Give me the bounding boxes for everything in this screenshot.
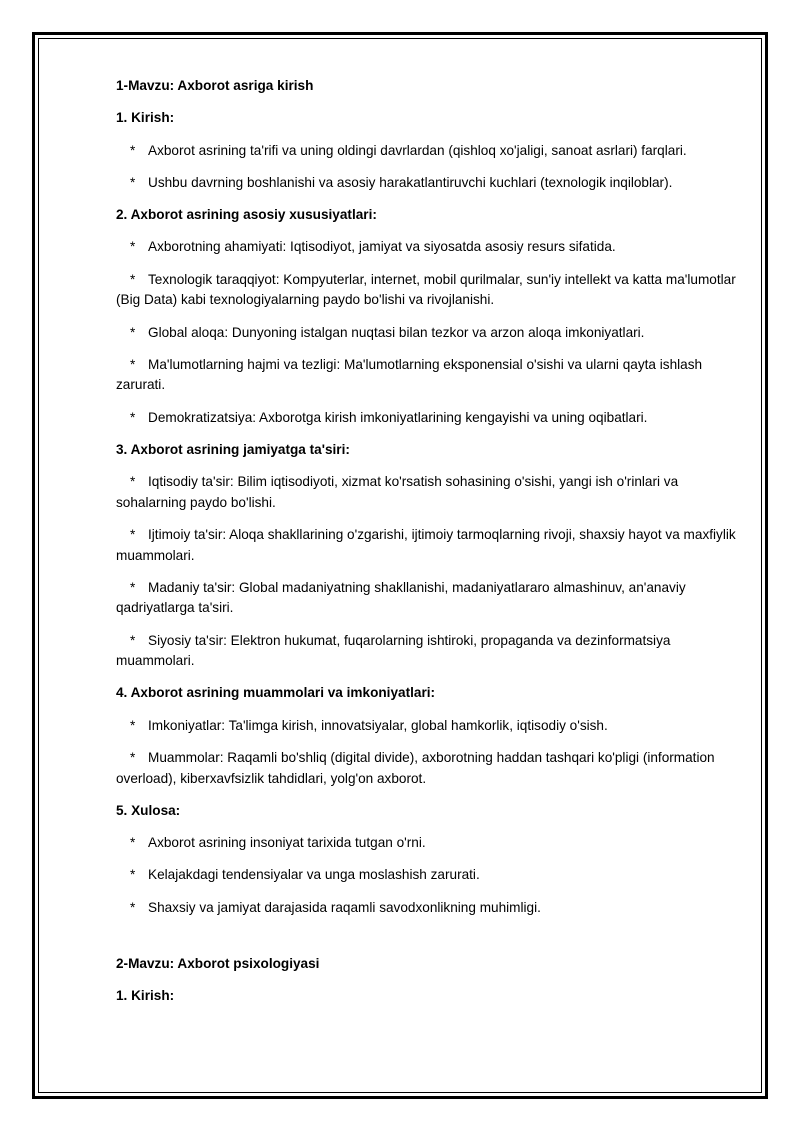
list-item: * Imkoniyatlar: Ta'limga kirish, innovatsiyalar, global hamkorlik, iqtisodiy o'sish. [116,716,746,737]
list-item: * Axborot asrining ta'rifi va uning oldingi davrlardan (qishloq xo'jaligi, sanoat asrlari) farqlari. [116,141,746,162]
bullet-star: * [130,717,136,733]
document-body [116,76,746,1019]
section-heading: 3. Axborot asrining jamiyatga ta'siri: [116,441,350,457]
list-item: * Ijtimoiy ta'sir: Aloqa shakllarining o'zgarishi, ijtimoiy tarmoqlarning rivoji, shaxsiy hayot va maxfiylik muammolari. [116,527,736,563]
list-item: * Global aloqa: Dunyoning istalgan nuqtasi bilan tezkor va arzon aloqa imkoniyatlari. [116,323,746,344]
section-heading: 1. Kirish: [116,988,175,1004]
bullet-star: * [130,632,136,648]
section-5 [116,801,746,918]
list-item: * Muammolar: Raqamli bo'shliq (digital divide), axborotning haddan tashqari ko'pligi (information overload), kiberxavfsizlik tahdidlari, yolg'on axborot. [116,750,715,786]
section-3 [116,440,746,672]
bullet-star: * [130,409,136,425]
bullet-star: * [130,324,136,340]
section-heading: 2. Axborot asrining asosiy xususiyatlari: [116,207,377,223]
bullet-star: * [130,867,136,883]
list-item: * Texnologik taraqqiyot: Kompyuterlar, internet, mobil qurilmalar, sun'iy intellekt va katta ma'lumotlar (Big Data) kabi texnologiyalarning paydo bo'lishi va rivojlanishi. [116,271,736,308]
list-item: * Ma'lumotlarning hajmi va tezligi: Ma'lumotlarning eksponensial o'sishi va ularni qayta ishlash zarurati. [116,356,703,393]
bullet-star: * [130,835,136,851]
bullet-star: * [130,174,136,190]
section-heading: 4. Axborot asrining muammolari va imkoniyatlari: [116,685,436,701]
bullet-star: * [130,356,136,372]
list-item: * Siyosiy ta'sir: Elektron hukumat, fuqarolarning ishtiroki, propaganda va dezinformatsiya muammolari. [116,632,671,669]
section-2 [116,205,746,428]
spacer [116,930,746,954]
list-item: * Demokratizatsiya: Axborotga kirish imkoniyatlarining kengayishi va uning oqibatlari. [116,408,746,429]
section-4 [116,683,746,789]
list-item: * Axborot asrining insoniyat tarixida tutgan o'rni. [116,833,746,854]
bullet-star: * [130,579,136,595]
section-heading: 5. Xulosa: [116,802,181,818]
list-item: * Kelajakdagi tendensiyalar va unga moslashish zarurati. [116,865,746,886]
bullet-star: * [130,271,136,287]
topic-1-title: 1-Mavzu: Axborot asriga kirish [116,78,314,93]
bullet-star: * [130,142,136,158]
section-heading: 1. Kirish: [116,110,175,126]
bullet-star: * [130,750,136,766]
list-item: * Ushbu davrning boshlanishi va asosiy harakatlantiruvchi kuchlari (texnologik inqiloblar). [116,173,746,194]
list-item: * Shaxsiy va jamiyat darajasida raqamli savodxonlikning muhimligi. [116,898,746,919]
bullet-star: * [130,899,136,915]
list-item: * Axborotning ahamiyati: Iqtisodiyot, jamiyat va siyosatda asosiy resurs sifatida. [116,237,746,258]
list-item: * Madaniy ta'sir: Global madaniyatning shakllanishi, madaniyatlararo almashinuv, an'anaviy qadriyatlarga ta'siri. [116,579,686,616]
topic-2-title: 2-Mavzu: Axborot psixologiyasi [116,956,320,972]
bullet-star: * [130,527,136,543]
list-item: * Iqtisodiy ta'sir: Bilim iqtisodiyoti, xizmat ko'rsatish sohasining o'sishi, yangi ish o'rinlari va sohalarning paydo bo'lishi. [116,474,679,510]
bullet-star: * [130,239,136,255]
section-1 [116,108,746,193]
bullet-star: * [130,474,136,490]
